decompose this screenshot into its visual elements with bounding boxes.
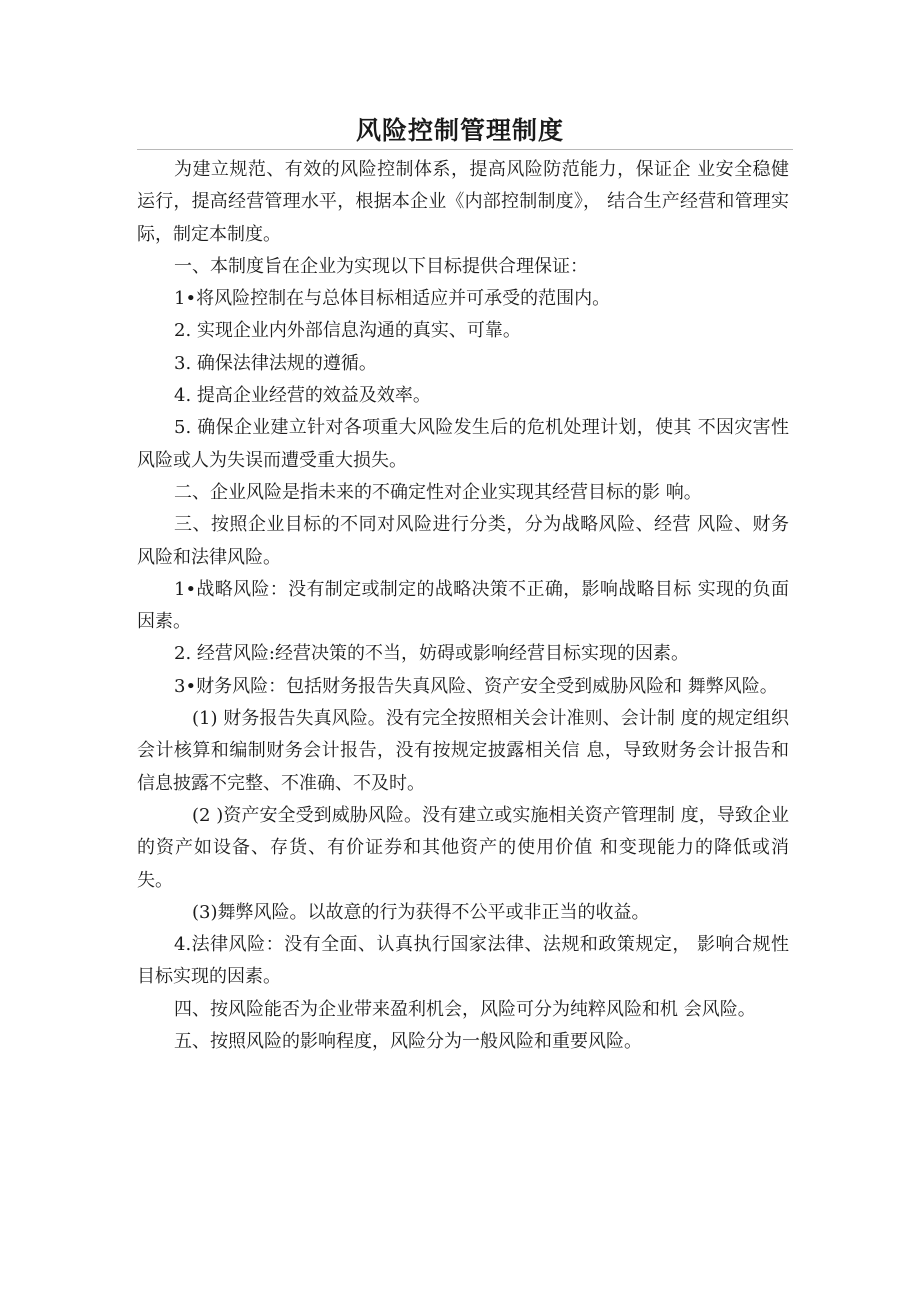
section-1-item-4: 4. 提高企业经营的效益及效率。 — [174, 385, 431, 407]
section-3-subitem-1: (1) 财务报告失真风险。没有完全按照相关会计准则、会计制 度的规定组织会计核算和编制财务会计报告，没有按规定披露相关信 息，导致财务会计报告和信息披露不完整、不准确、不及时。 — [137, 708, 789, 794]
section-3-item-2: 2. 经营风险:经营决策的不当，妨碍或影响经营目标实现的因素。 — [174, 643, 689, 665]
intro-paragraph: 为建立规范、有效的风险控制体系，提高风险防范能力，保证企 业安全稳健运行，提高经营管理水平，根据本企业《内部控制制度》， 结合生产经营和管理实际，制定本制度。 — [137, 159, 789, 245]
section-1-heading: 一、本制度旨在企业为实现以下目标提供合理保证： — [174, 255, 588, 277]
document-body — [137, 154, 789, 1058]
section-1-item-3: 3. 确保法律法规的遵循。 — [174, 352, 377, 374]
section-3-item-3: 3•财务风险：包括财务报告失真风险、资产安全受到威胁风险和 舞弊风险。 — [174, 675, 778, 697]
section-5-paragraph: 五、按照风险的影响程度，风险分为一般风险和重要风险。 — [174, 1031, 642, 1053]
title-divider — [137, 149, 793, 150]
section-3-subitem-2: (2 )资产安全受到威胁风险。没有建立或实施相关资产管理制 度，导致企业的资产如设备、存货、有价证券和其他资产的使用价值 和变现能力的降低或消失。 — [137, 804, 789, 891]
section-1-item-2: 2. 实现企业内外部信息沟通的真实、可靠。 — [174, 320, 521, 342]
section-1-item-5: 5. 确保企业建立针对各项重大风险发生后的危机处理计划，使其 不因灾害性风险或人为失误而遭受重大损失。 — [137, 417, 789, 471]
section-3-paragraph: 三、按照企业目标的不同对风险进行分类，分为战略风险、经营 风险、财务风险和法律风险。 — [137, 514, 789, 568]
section-3-subitem-3: (3)舞弊风险。以故意的行为获得不公平或非正当的收益。 — [192, 901, 650, 923]
section-2-paragraph: 二、企业风险是指未来的不确定性对企业实现其经营目标的影 响。 — [174, 481, 702, 503]
section-3-item-4: 4.法律风险：没有全面、认真执行国家法律、法规和政策规定， 影响合规性目标实现的因素。 — [137, 934, 789, 988]
section-4-paragraph: 四、按风险能否为企业带来盈利机会，风险可分为纯粹风险和机 会风险。 — [174, 998, 756, 1020]
section-3-item-1: 1•战略风险：没有制定或制定的战略决策不正确，影响战略目标 实现的负面因素。 — [137, 578, 789, 633]
section-1-item-1: 1•将风险控制在与总体目标相适应并可承受的范围内。 — [174, 288, 611, 310]
page-title: 风险控制管理制度 — [355, 116, 564, 145]
